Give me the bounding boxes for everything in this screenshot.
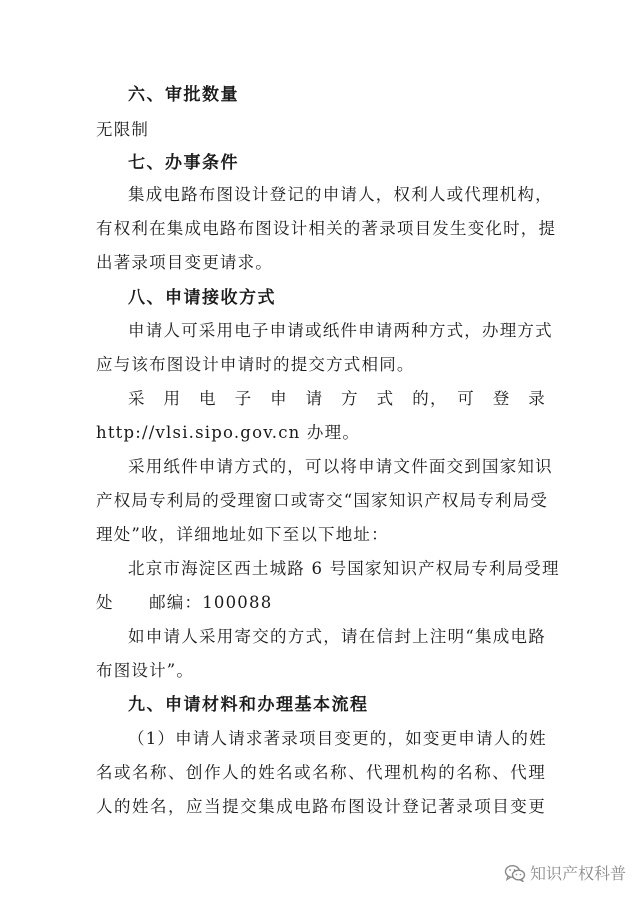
url-line: http://vlsi.sipo.gov.cn 办理。	[96, 423, 361, 442]
watermark	[504, 861, 626, 884]
postcode-line: 处 邮编：100088	[96, 593, 273, 612]
watermark-text: 知识产权科普	[529, 864, 626, 883]
paragraph-line: （1）申请人请求著录项目变更的，如变更申请人的姓	[128, 729, 547, 748]
paragraph-line: 应与该布图设计申请时的提交方式相同。	[96, 355, 415, 374]
paragraph-line: 申请人可采用电子申请或纸件申请两种方式，办理方式	[128, 321, 553, 340]
paragraph-line: 如申请人采用寄交的方式，请在信封上注明“集成电路	[128, 627, 546, 646]
paragraph-line: 集成电路布图设计登记的申请人，权利人或代理机构，	[128, 185, 553, 204]
paragraph-line: 有权利在集成电路布图设计相关的著录项目发生变化时，提	[96, 219, 557, 238]
paragraph-line: 出著录项目变更请求。	[96, 253, 273, 272]
paragraph-line: 产权局专利局的受理窗口或寄交“国家知识产权局专利局受	[96, 491, 549, 510]
paragraph-line: 名或名称、创作人的姓名或名称、代理机构的名称、代理	[96, 763, 546, 782]
section-heading-7: 七、办事条件	[128, 153, 239, 173]
paragraph-line: 人的姓名，应当提交集成电路布图设计登记著录项目变更	[96, 797, 546, 816]
section-heading-6: 六、审批数量	[128, 85, 239, 105]
wechat-icon	[504, 864, 526, 882]
paragraph-line: 布图设计”。	[96, 661, 195, 680]
address-line: 北京市海淀区西土城路 6 号国家知识产权局专利局受理	[128, 559, 560, 578]
section-heading-8: 八、申请接收方式	[128, 288, 276, 308]
paragraph-line: 采 用 电 子 申 请 方 式 的， 可 登 录	[128, 389, 546, 408]
section-heading-9: 九、申请材料和办理基本流程	[128, 695, 369, 715]
paragraph-line: 理处”收，详细地址如下至以下地址：	[96, 525, 389, 544]
paragraph-line: 无限制	[96, 120, 150, 139]
paragraph-line: 采用纸件申请方式的，可以将申请文件面交到国家知识	[128, 457, 553, 476]
